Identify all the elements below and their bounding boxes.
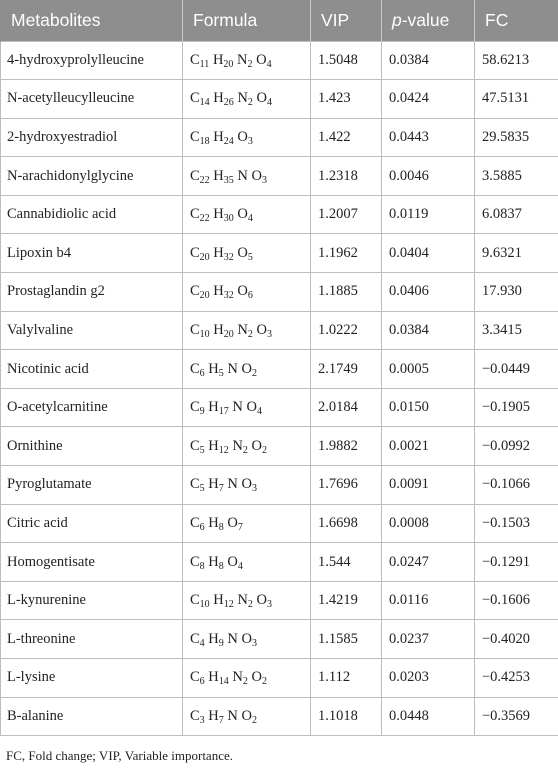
formula-element: O bbox=[256, 90, 267, 107]
formula-element: N bbox=[237, 321, 248, 338]
formula-element: H bbox=[208, 399, 219, 416]
formula-subscript: 5 bbox=[218, 367, 224, 379]
cell-fc: 3.5885 bbox=[475, 157, 558, 196]
cell-fc: −0.1503 bbox=[475, 504, 558, 543]
header-vip: VIP bbox=[311, 0, 382, 41]
header-p-value bbox=[382, 0, 475, 41]
table-row bbox=[1, 234, 558, 273]
cell-metabolite: Cannabidiolic acid bbox=[1, 195, 183, 234]
header-metabolites: Metabolites bbox=[1, 0, 183, 41]
cell-fc: −0.1291 bbox=[475, 543, 558, 582]
cell-vip: 1.1885 bbox=[311, 273, 382, 312]
formula-element: O bbox=[256, 51, 267, 68]
formula-subscript: 7 bbox=[218, 483, 224, 495]
cell-formula bbox=[183, 80, 311, 119]
cell-vip: 1.4219 bbox=[311, 581, 382, 620]
formula-element: N bbox=[232, 399, 243, 416]
formula-subscript: 10 bbox=[199, 599, 210, 611]
formula-subscript: 12 bbox=[218, 444, 229, 456]
formula-element: C bbox=[190, 321, 200, 338]
cell-formula bbox=[183, 41, 311, 80]
cell-metabolite: Valylvaline bbox=[1, 311, 183, 350]
cell-metabolite: Lipoxin b4 bbox=[1, 234, 183, 273]
formula-element: H bbox=[208, 707, 219, 724]
cell-metabolite: N-acetylleucylleucine bbox=[1, 80, 183, 119]
cell-p-value: 0.0406 bbox=[382, 273, 475, 312]
formula-element: H bbox=[212, 51, 224, 68]
cell-formula bbox=[183, 466, 311, 505]
cell-vip: 1.0222 bbox=[311, 311, 382, 350]
formula-subscript: 14 bbox=[199, 97, 210, 109]
formula-element: N bbox=[227, 630, 238, 647]
formula-element: O bbox=[237, 206, 248, 223]
formula-element: C bbox=[190, 283, 200, 300]
formula-subscript: 14 bbox=[218, 676, 229, 688]
formula-subscript: 3 bbox=[262, 174, 267, 186]
formula-subscript: 2 bbox=[247, 58, 253, 70]
formula-element: C bbox=[190, 360, 200, 377]
cell-formula bbox=[183, 581, 311, 620]
formula-subscript: 3 bbox=[199, 714, 205, 726]
formula-subscript: 3 bbox=[252, 483, 257, 495]
cell-vip: 1.7696 bbox=[311, 466, 382, 505]
cell-vip: 1.1018 bbox=[311, 697, 382, 736]
cell-fc: −0.1066 bbox=[475, 466, 558, 505]
table-row bbox=[1, 659, 558, 698]
cell-metabolite: O-acetylcarnitine bbox=[1, 388, 183, 427]
formula-subscript: 7 bbox=[218, 714, 224, 726]
formula-subscript: 20 bbox=[199, 251, 210, 263]
cell-vip: 1.6698 bbox=[311, 504, 382, 543]
formula-subscript: 35 bbox=[223, 174, 234, 186]
formula-subscript: 22 bbox=[199, 213, 210, 225]
cell-metabolite: N-arachidonylglycine bbox=[1, 157, 183, 196]
table-row bbox=[1, 388, 558, 427]
header-formula: Formula bbox=[183, 0, 311, 41]
formula-element: N bbox=[227, 360, 238, 377]
cell-p-value: 0.0404 bbox=[382, 234, 475, 273]
formula-element: O bbox=[256, 592, 267, 609]
cell-p-value: 0.0448 bbox=[382, 697, 475, 736]
cell-p-value: 0.0119 bbox=[382, 195, 475, 234]
formula-element: O bbox=[256, 321, 267, 338]
formula-element: O bbox=[237, 128, 248, 145]
cell-formula bbox=[183, 118, 311, 157]
formula-element: C bbox=[190, 707, 200, 724]
formula-subscript: 3 bbox=[267, 599, 272, 611]
formula-element: N bbox=[237, 51, 248, 68]
cell-metabolite: Ornithine bbox=[1, 427, 183, 466]
cell-vip: 1.9882 bbox=[311, 427, 382, 466]
formula-subscript: 4 bbox=[237, 560, 243, 572]
formula-element: O bbox=[241, 476, 252, 493]
formula-element: H bbox=[213, 167, 224, 184]
cell-vip: 1.2318 bbox=[311, 157, 382, 196]
formula-element: C bbox=[190, 51, 200, 68]
formula-element: N bbox=[232, 437, 243, 454]
formula-subscript: 2 bbox=[252, 714, 257, 726]
formula-element: H bbox=[208, 360, 219, 377]
cell-p-value: 0.0237 bbox=[382, 620, 475, 659]
cell-formula bbox=[183, 157, 311, 196]
cell-vip: 2.1749 bbox=[311, 350, 382, 389]
table-row bbox=[1, 311, 558, 350]
cell-fc: 17.930 bbox=[475, 273, 558, 312]
formula-element: O bbox=[241, 707, 252, 724]
formula-element: N bbox=[237, 592, 248, 609]
formula-element: C bbox=[190, 206, 200, 223]
cell-metabolite: Homogentisate bbox=[1, 543, 183, 582]
formula-element: C bbox=[190, 399, 200, 416]
table-row bbox=[1, 504, 558, 543]
cell-p-value: 0.0203 bbox=[382, 659, 475, 698]
table-row bbox=[1, 697, 558, 736]
formula-subscript: 3 bbox=[247, 135, 253, 147]
cell-formula bbox=[183, 543, 311, 582]
header-p-italic: p bbox=[392, 9, 402, 30]
cell-metabolite: Citric acid bbox=[1, 504, 183, 543]
formula-subscript: 20 bbox=[223, 328, 234, 340]
cell-p-value: 0.0116 bbox=[382, 581, 475, 620]
table-row bbox=[1, 581, 558, 620]
formula-subscript: 2 bbox=[247, 97, 253, 109]
formula-subscript: 4 bbox=[257, 406, 262, 418]
formula-subscript: 17 bbox=[218, 406, 229, 418]
cell-vip: 2.0184 bbox=[311, 388, 382, 427]
table-row bbox=[1, 41, 558, 80]
formula-element: N bbox=[237, 167, 248, 184]
formula-subscript: 2 bbox=[252, 367, 257, 379]
cell-fc: −0.0449 bbox=[475, 350, 558, 389]
formula-element: H bbox=[213, 592, 224, 609]
formula-subscript: 3 bbox=[252, 637, 257, 649]
cell-p-value: 0.0424 bbox=[382, 80, 475, 119]
formula-subscript: 10 bbox=[199, 328, 210, 340]
formula-element: H bbox=[208, 553, 219, 570]
formula-element: O bbox=[246, 399, 257, 416]
cell-vip: 1.423 bbox=[311, 80, 382, 119]
cell-vip: 1.1585 bbox=[311, 620, 382, 659]
formula-subscript: 8 bbox=[199, 560, 205, 572]
cell-formula bbox=[183, 234, 311, 273]
cell-metabolite: Pyroglutamate bbox=[1, 466, 183, 505]
cell-fc: 6.0837 bbox=[475, 195, 558, 234]
formula-element: O bbox=[227, 553, 238, 570]
table-footnote: FC, Fold change; VIP, Variable importance. bbox=[6, 748, 233, 763]
formula-subscript: 32 bbox=[223, 290, 234, 302]
table-header bbox=[1, 0, 558, 41]
formula-element: H bbox=[208, 630, 219, 647]
formula-subscript: 2 bbox=[242, 444, 248, 456]
table-row bbox=[1, 466, 558, 505]
formula-element: O bbox=[251, 437, 262, 454]
cell-formula bbox=[183, 273, 311, 312]
formula-element: C bbox=[190, 167, 200, 184]
formula-element: C bbox=[190, 476, 200, 493]
cell-fc: 3.3415 bbox=[475, 311, 558, 350]
cell-p-value: 0.0150 bbox=[382, 388, 475, 427]
formula-element: O bbox=[227, 514, 238, 531]
cell-p-value: 0.0091 bbox=[382, 466, 475, 505]
cell-vip: 1.112 bbox=[311, 659, 382, 698]
cell-metabolite: Nicotinic acid bbox=[1, 350, 183, 389]
formula-subscript: 24 bbox=[223, 135, 234, 147]
formula-element: C bbox=[190, 514, 200, 531]
formula-subscript: 2 bbox=[247, 328, 253, 340]
cell-metabolite: 2-hydroxyestradiol bbox=[1, 118, 183, 157]
formula-subscript: 6 bbox=[199, 676, 205, 688]
cell-formula bbox=[183, 659, 311, 698]
formula-element: H bbox=[213, 244, 224, 261]
cell-formula bbox=[183, 504, 311, 543]
formula-subscript: 2 bbox=[242, 676, 248, 688]
formula-element: O bbox=[241, 630, 252, 647]
cell-metabolite: B-alanine bbox=[1, 697, 183, 736]
formula-subscript: 30 bbox=[223, 213, 234, 225]
cell-fc: 58.6213 bbox=[475, 41, 558, 80]
formula-element: C bbox=[190, 128, 200, 145]
formula-element: C bbox=[190, 553, 200, 570]
formula-subscript: 2 bbox=[247, 599, 253, 611]
cell-p-value: 0.0005 bbox=[382, 350, 475, 389]
cell-metabolite: Prostaglandin g2 bbox=[1, 273, 183, 312]
cell-fc: −0.1606 bbox=[475, 581, 558, 620]
formula-subscript: 3 bbox=[267, 328, 272, 340]
formula-element: C bbox=[190, 437, 200, 454]
formula-subscript: 4 bbox=[247, 213, 253, 225]
formula-subscript: 11 bbox=[199, 58, 210, 70]
table-row bbox=[1, 620, 558, 659]
cell-vip: 1.5048 bbox=[311, 41, 382, 80]
cell-vip: 1.2007 bbox=[311, 195, 382, 234]
formula-subscript: 32 bbox=[223, 251, 234, 263]
cell-p-value: 0.0247 bbox=[382, 543, 475, 582]
table-row bbox=[1, 118, 558, 157]
cell-p-value: 0.0046 bbox=[382, 157, 475, 196]
formula-element: C bbox=[190, 90, 200, 107]
formula-element: O bbox=[251, 167, 262, 184]
formula-element: N bbox=[237, 90, 248, 107]
cell-formula bbox=[183, 620, 311, 659]
table-row bbox=[1, 427, 558, 466]
formula-subscript: 8 bbox=[218, 560, 224, 572]
formula-element: O bbox=[237, 244, 248, 261]
formula-subscript: 4 bbox=[267, 97, 272, 109]
cell-fc: −0.0992 bbox=[475, 427, 558, 466]
cell-metabolite: L-threonine bbox=[1, 620, 183, 659]
cell-fc: −0.4253 bbox=[475, 659, 558, 698]
formula-subscript: 9 bbox=[199, 406, 205, 418]
formula-subscript: 5 bbox=[247, 251, 253, 263]
formula-element: C bbox=[190, 669, 200, 686]
formula-subscript: 20 bbox=[223, 58, 234, 70]
formula-subscript: 22 bbox=[199, 174, 210, 186]
formula-subscript: 4 bbox=[199, 637, 205, 649]
cell-vip: 1.422 bbox=[311, 118, 382, 157]
formula-subscript: 8 bbox=[218, 521, 224, 533]
cell-p-value: 0.0443 bbox=[382, 118, 475, 157]
formula-subscript: 18 bbox=[199, 135, 210, 147]
formula-element: O bbox=[251, 669, 262, 686]
table-row bbox=[1, 543, 558, 582]
cell-formula bbox=[183, 697, 311, 736]
formula-element: C bbox=[190, 630, 200, 647]
formula-element: H bbox=[208, 437, 219, 454]
cell-p-value: 0.0384 bbox=[382, 41, 475, 80]
formula-element: C bbox=[190, 244, 200, 261]
cell-metabolite: L-kynurenine bbox=[1, 581, 183, 620]
cell-vip: 1.544 bbox=[311, 543, 382, 582]
formula-element: N bbox=[227, 707, 238, 724]
table-row bbox=[1, 80, 558, 119]
formula-element: N bbox=[232, 669, 243, 686]
header-p-suffix: -value bbox=[401, 9, 450, 30]
cell-p-value: 0.0021 bbox=[382, 427, 475, 466]
header-fc: FC bbox=[475, 0, 558, 41]
table-row bbox=[1, 273, 558, 312]
cell-fc: 29.5835 bbox=[475, 118, 558, 157]
table-row bbox=[1, 350, 558, 389]
formula-element: N bbox=[227, 476, 238, 493]
formula-element: H bbox=[208, 476, 219, 493]
formula-element: H bbox=[213, 90, 224, 107]
cell-p-value: 0.0008 bbox=[382, 504, 475, 543]
formula-element: H bbox=[213, 206, 224, 223]
formula-subscript: 6 bbox=[199, 521, 205, 533]
cell-formula bbox=[183, 311, 311, 350]
cell-p-value: 0.0384 bbox=[382, 311, 475, 350]
table-body bbox=[1, 41, 558, 736]
cell-vip: 1.1962 bbox=[311, 234, 382, 273]
header-row bbox=[1, 0, 558, 41]
formula-element: H bbox=[213, 128, 224, 145]
cell-formula bbox=[183, 427, 311, 466]
formula-element: O bbox=[237, 283, 248, 300]
formula-subscript: 6 bbox=[247, 290, 253, 302]
table-row bbox=[1, 195, 558, 234]
table-row bbox=[1, 157, 558, 196]
cell-fc: 47.5131 bbox=[475, 80, 558, 119]
formula-element: O bbox=[241, 360, 252, 377]
formula-subscript: 6 bbox=[199, 367, 205, 379]
cell-fc: 9.6321 bbox=[475, 234, 558, 273]
cell-metabolite: 4-hydroxyprolylleucine bbox=[1, 41, 183, 80]
formula-subscript: 26 bbox=[223, 97, 234, 109]
formula-subscript: 2 bbox=[262, 676, 267, 688]
cell-fc: −0.1905 bbox=[475, 388, 558, 427]
cell-metabolite: L-lysine bbox=[1, 659, 183, 698]
cell-formula bbox=[183, 195, 311, 234]
formula-subscript: 5 bbox=[199, 444, 205, 456]
formula-element: H bbox=[213, 283, 224, 300]
formula-element: H bbox=[208, 514, 219, 531]
cell-fc: −0.3569 bbox=[475, 697, 558, 736]
formula-element: H bbox=[208, 669, 219, 686]
formula-element: C bbox=[190, 592, 200, 609]
formula-subscript: 9 bbox=[218, 637, 224, 649]
formula-element: H bbox=[213, 321, 224, 338]
cell-fc: −0.4020 bbox=[475, 620, 558, 659]
formula-subscript: 4 bbox=[266, 58, 272, 70]
formula-subscript: 12 bbox=[223, 599, 234, 611]
cell-formula bbox=[183, 350, 311, 389]
formula-subscript: 5 bbox=[199, 483, 205, 495]
formula-subscript: 2 bbox=[262, 444, 267, 456]
cell-formula bbox=[183, 388, 311, 427]
formula-subscript: 20 bbox=[199, 290, 210, 302]
formula-subscript: 7 bbox=[237, 521, 243, 533]
